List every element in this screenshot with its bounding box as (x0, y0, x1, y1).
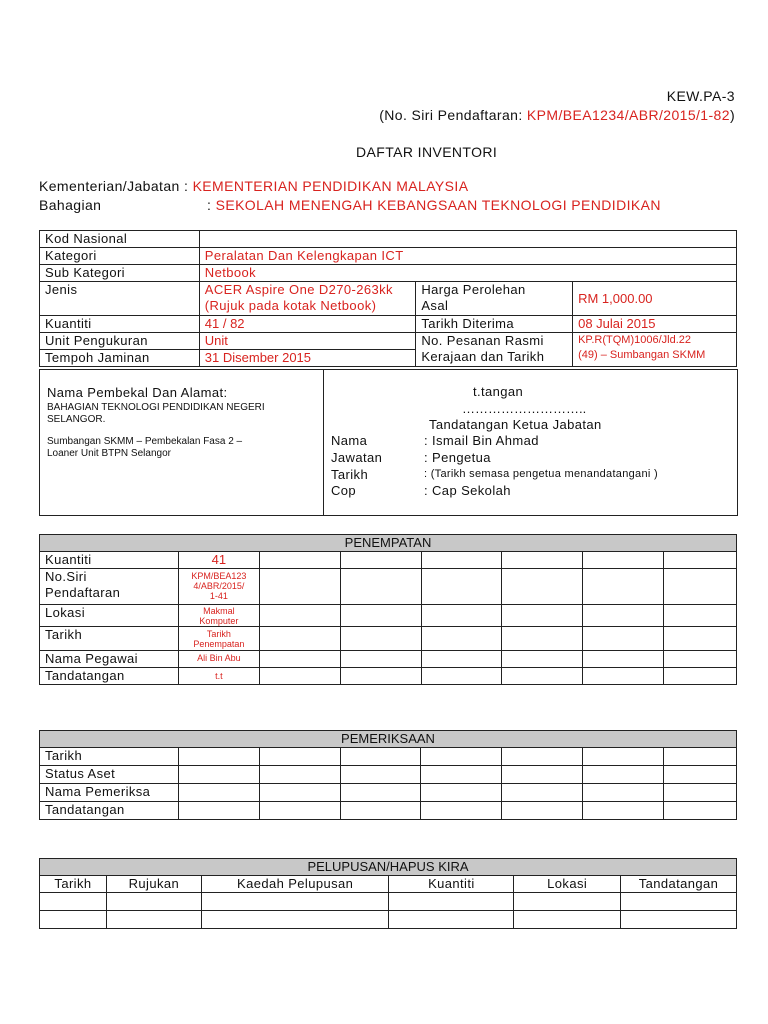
pen-cell (502, 552, 583, 569)
pen-cell (421, 569, 502, 605)
pen-cell (421, 552, 502, 569)
pen-cell (583, 627, 664, 651)
pesanan-value (573, 333, 737, 367)
sub-kategori-value: Netbook (199, 265, 736, 282)
pen-cell (421, 668, 502, 685)
pen-cell (664, 605, 737, 627)
pen-cell (340, 668, 421, 685)
pel-cell (40, 911, 107, 929)
pen-cell (340, 605, 421, 627)
pel-col-header: Tarikh (40, 876, 107, 893)
pen-pegawai-label: Nama Pegawai (40, 651, 179, 668)
pem-row-label: Status Aset (40, 766, 179, 784)
pem-cell (502, 802, 583, 820)
pen-cell (502, 651, 583, 668)
sig-jawatan-label: Jawatan (331, 450, 383, 465)
supplier-label: Nama Pembekal Dan Alamat: (47, 385, 228, 400)
siri-value: KPM/BEA1234/ABR/2015/1-82 (526, 107, 730, 123)
pen-cell (583, 651, 664, 668)
sig-cop-label: Cop (331, 483, 357, 498)
bahagian-label: Bahagian (39, 197, 102, 213)
pem-cell (421, 748, 502, 766)
pen-tarikh-value-2: Penempatan (193, 639, 245, 649)
pen-siri-value-3: 1-41 (209, 591, 228, 601)
signature-dots: ……………………….. (462, 401, 587, 416)
pem-cell (664, 748, 737, 766)
pen-kuantiti-value: 41 (178, 552, 259, 569)
signature-caption: Tandatangan Ketua Jabatan (429, 417, 602, 432)
pem-row-label: Nama Pemeriksa (40, 784, 179, 802)
bahagian-value-wrap (207, 197, 661, 213)
pen-cell (421, 651, 502, 668)
pen-lokasi-value-2: Komputer (199, 616, 239, 626)
tempoh-value: 31 Disember 2015 (199, 350, 416, 367)
kategori-label: Kategori (40, 248, 200, 265)
kod-nasional-value (199, 231, 736, 248)
bahagian-line (39, 197, 739, 213)
pem-cell (583, 748, 664, 766)
pem-cell (583, 802, 664, 820)
siri-suffix: ) (729, 107, 735, 123)
pesanan-label-1: No. Pesanan Rasmi (421, 333, 544, 348)
pen-cell (664, 627, 737, 651)
info-table (39, 230, 737, 367)
pem-row-label: Tandatangan (40, 802, 179, 820)
pen-siri-value-2: 4/ABR/2015/ (193, 581, 245, 591)
pen-cell (340, 627, 421, 651)
pemeriksaan-title: PEMERIKSAAN (40, 731, 737, 748)
pen-cell (664, 668, 737, 685)
pel-cell (106, 911, 201, 929)
pen-lokasi-value-1: Makmal (203, 606, 235, 616)
pen-cell (583, 569, 664, 605)
pen-lokasi-value (178, 605, 259, 627)
kod-nasional-label: Kod Nasional (40, 231, 200, 248)
pen-lokasi-label: Lokasi (40, 605, 179, 627)
jenis-label: Jenis (40, 282, 200, 316)
harga-label-1: Harga Perolehan (421, 282, 526, 297)
pem-cell (340, 748, 421, 766)
pel-col-header: Rujukan (106, 876, 201, 893)
box-divider (323, 370, 324, 515)
pem-cell (502, 766, 583, 784)
kuantiti-value: 41 / 82 (199, 316, 416, 333)
pem-cell (664, 784, 737, 802)
pen-cell (502, 627, 583, 651)
kementerian-line (39, 178, 468, 194)
sig-cop-value: : Cap Sekolah (424, 483, 511, 498)
pel-cell (201, 893, 389, 911)
pem-cell (178, 784, 259, 802)
pem-cell (421, 766, 502, 784)
bahagian-value: SEKOLAH MENENGAH KEBANGSAAN TEKNOLOGI PENDIDIKAN (215, 197, 661, 213)
pen-siri-label-2: Pendaftaran (45, 585, 121, 600)
pem-cell (259, 748, 340, 766)
kategori-value: Peralatan Dan Kelengkapan ICT (199, 248, 736, 265)
pem-cell (340, 802, 421, 820)
pen-cell (664, 552, 737, 569)
sub-kategori-label: Sub Kategori (40, 265, 200, 282)
pen-cell (502, 605, 583, 627)
pel-col-header: Lokasi (514, 876, 621, 893)
pem-cell (664, 802, 737, 820)
tarikh-diterima-label: Tarikh Diterima (416, 316, 573, 333)
jenis-value-2: (Rujuk pada kotak Netbook) (204, 298, 377, 313)
pen-siri-label (40, 569, 179, 605)
pemeriksaan-table (39, 730, 737, 820)
pen-cell (259, 552, 340, 569)
harga-label-2: Asal (421, 298, 449, 313)
pem-cell (340, 766, 421, 784)
kuantiti-label: Kuantiti (40, 316, 200, 333)
penempatan-table (39, 534, 737, 685)
pem-cell (664, 766, 737, 784)
pen-cell (340, 552, 421, 569)
pem-row-label: Tarikh (40, 748, 179, 766)
pen-tarikh-value-1: Tarikh (206, 629, 231, 639)
pesanan-value-2: (49) – Sumbangan SKMM (578, 349, 706, 361)
pem-cell (178, 748, 259, 766)
pem-cell (178, 766, 259, 784)
pen-cell (583, 552, 664, 569)
pel-cell (389, 911, 514, 929)
pem-cell (583, 784, 664, 802)
pem-cell (259, 784, 340, 802)
tempoh-label: Tempoh Jaminan (40, 350, 200, 367)
harga-label (416, 282, 573, 316)
pen-tandatangan-label: Tandatangan (40, 668, 179, 685)
pen-cell (583, 605, 664, 627)
pen-cell (259, 651, 340, 668)
supplier-address (47, 402, 265, 460)
pel-cell (201, 911, 389, 929)
pem-cell (421, 784, 502, 802)
pem-cell (502, 748, 583, 766)
pel-col-header: Kaedah Pelupusan (201, 876, 389, 893)
pen-kuantiti-label: Kuantiti (40, 552, 179, 569)
kementerian-value: KEMENTERIAN PENDIDIKAN MALAYSIA (192, 178, 469, 194)
pesanan-label (416, 333, 573, 367)
kementerian-label: Kementerian/Jabatan : (39, 178, 193, 194)
supplier-line-2: SELANGOR. (47, 414, 106, 425)
page-title: DAFTAR INVENTORI (356, 144, 498, 160)
pen-siri-label-1: No.Siri (45, 569, 87, 584)
pel-cell (621, 893, 737, 911)
pel-cell (514, 911, 621, 929)
pen-cell (502, 569, 583, 605)
ttangan-text: t.tangan (473, 384, 524, 399)
pel-cell (621, 911, 737, 929)
supplier-line-4: Loaner Unit BTPN Selangor (47, 448, 171, 459)
pen-cell (259, 668, 340, 685)
pelupusan-title: PELUPUSAN/HAPUS KIRA (40, 859, 737, 876)
siri-prefix: (No. Siri Pendaftaran: (379, 107, 527, 123)
jenis-value-1: ACER Aspire One D270-263kk (204, 282, 393, 297)
pen-cell (259, 605, 340, 627)
pem-cell (421, 802, 502, 820)
form-code: KEW.PA-3 (666, 88, 735, 104)
pen-tarikh-label: Tarikh (40, 627, 179, 651)
pen-cell (583, 668, 664, 685)
pen-cell (259, 569, 340, 605)
pem-cell (259, 766, 340, 784)
pesanan-value-1: KP.R(TQM)1006/Jld.22 (578, 334, 691, 346)
pel-col-header: Kuantiti (389, 876, 514, 893)
pem-cell (259, 802, 340, 820)
pen-tarikh-value (178, 627, 259, 651)
pen-cell (340, 569, 421, 605)
pem-cell (178, 802, 259, 820)
tarikh-diterima-value: 08 Julai 2015 (573, 316, 737, 333)
pen-cell (340, 651, 421, 668)
pem-cell (502, 784, 583, 802)
pel-cell (106, 893, 201, 911)
sig-tarikh-value: : (Tarikh semasa pengetua menandatangani ) (424, 468, 658, 480)
supplier-line-3: Sumbangan SKMM – Pembekalan Fasa 2 – (47, 436, 243, 447)
pen-siri-value-1: KPM/BEA123 (191, 571, 247, 581)
sig-nama-value: : Ismail Bin Ahmad (424, 433, 539, 448)
unit-label: Unit Pengukuran (40, 333, 200, 350)
harga-value: RM 1,000.00 (573, 282, 737, 316)
pen-cell (502, 668, 583, 685)
pen-siri-value (178, 569, 259, 605)
pen-cell (259, 627, 340, 651)
penempatan-title: PENEMPATAN (40, 535, 737, 552)
pen-cell (421, 627, 502, 651)
pelupusan-table (39, 858, 737, 929)
pel-cell (389, 893, 514, 911)
sig-jawatan-value: : Pengetua (424, 450, 491, 465)
pel-cell (514, 893, 621, 911)
pen-cell (421, 605, 502, 627)
sig-tarikh-label: Tarikh (331, 467, 369, 482)
pen-tandatangan-value: t.t (178, 668, 259, 685)
pen-cell (664, 569, 737, 605)
pem-cell (583, 766, 664, 784)
pel-cell (40, 893, 107, 911)
jenis-value (199, 282, 416, 316)
supplier-signature-box (39, 369, 738, 516)
pel-col-header: Tandatangan (621, 876, 737, 893)
sig-nama-label: Nama (331, 433, 368, 448)
pen-cell (664, 651, 737, 668)
registration-number (379, 107, 735, 123)
pem-cell (340, 784, 421, 802)
pen-pegawai-value: Ali Bin Abu (178, 651, 259, 668)
unit-value: Unit (199, 333, 416, 350)
bahagian-colon: : (207, 197, 216, 213)
pesanan-label-2: Kerajaan dan Tarikh (421, 349, 545, 364)
supplier-line-1: BAHAGIAN TEKNOLOGI PENDIDIKAN NEGERI (47, 402, 265, 413)
